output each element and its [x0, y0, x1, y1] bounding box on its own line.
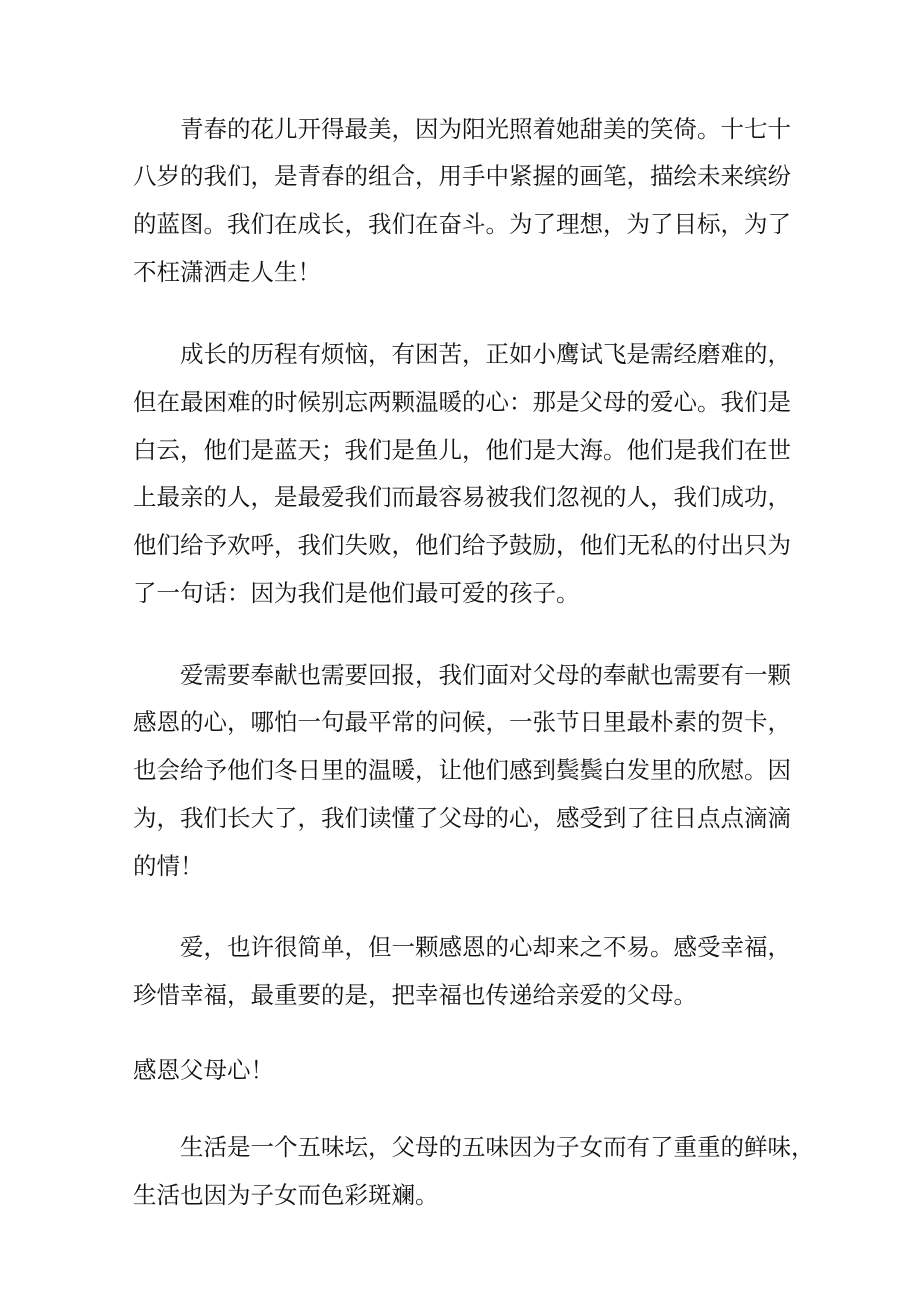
paragraph-2-line-6: 了一句话：因为我们是他们最可爱的孩子。 [133, 579, 580, 607]
paragraph-2-line-3: 白云，他们是蓝天；我们是鱼儿，他们是大海。他们是我们在世 [133, 436, 791, 464]
paragraph-4-line-2: 珍惜幸福，最重要的是，把幸福也传递给亲爱的父母。 [133, 981, 697, 1009]
paragraph-3-line-4: 为，我们长大了，我们读懂了父母的心，感受到了往日点点滴滴 [133, 804, 791, 832]
paragraph-2-line-5: 他们给予欢呼，我们失败，他们给予鼓励，他们无私的付出只为 [133, 531, 791, 559]
paragraph-1-line-3: 的蓝图。我们在成长，我们在奋斗。为了理想，为了目标，为了 [133, 210, 791, 238]
paragraph-2-line-1: 成长的历程有烦恼，有困苦，正如小鹰试飞是需经磨难的， [180, 340, 791, 368]
paragraph-1-line-4: 不枉潇洒走人生！ [133, 258, 321, 286]
paragraph-3-line-2: 感恩的心，哪怕一句最平常的问候，一张节日里最朴素的贺卡， [133, 708, 791, 736]
paragraph-3-line-3: 也会给予他们冬日里的温暖，让他们感到鬓鬓白发里的欣慰。因 [133, 756, 791, 784]
paragraph-3-line-1: 爱需要奉献也需要回报，我们面对父母的奉献也需要有一颗 [180, 661, 791, 689]
paragraph-6-line-1: 生活是一个五味坛，父母的五味因为子女而有了重重的鲜味， [180, 1133, 815, 1161]
paragraph-3-line-5: 的情！ [133, 852, 204, 880]
paragraph-1-line-1: 青春的花儿开得最美，因为阳光照着她甜美的笑倚。十七十 [180, 115, 791, 143]
paragraph-4-line-1: 爱，也许很简单，但一颗感恩的心却来之不易。感受幸福， [180, 933, 791, 961]
paragraph-2-line-4: 上最亲的人，是最爱我们而最容易被我们忽视的人，我们成功， [133, 483, 791, 511]
paragraph-1-line-2: 八岁的我们，是青春的组合，用手中紧握的画笔，描绘未来缤纷 [133, 162, 791, 190]
paragraph-5-line-1: 感恩父母心！ [133, 1056, 274, 1084]
paragraph-2-line-2: 但在最困难的时候别忘两颗温暖的心：那是父母的爱心。我们是 [133, 388, 791, 416]
paragraph-6-line-2: 生活也因为子女而色彩斑斓。 [133, 1181, 439, 1209]
